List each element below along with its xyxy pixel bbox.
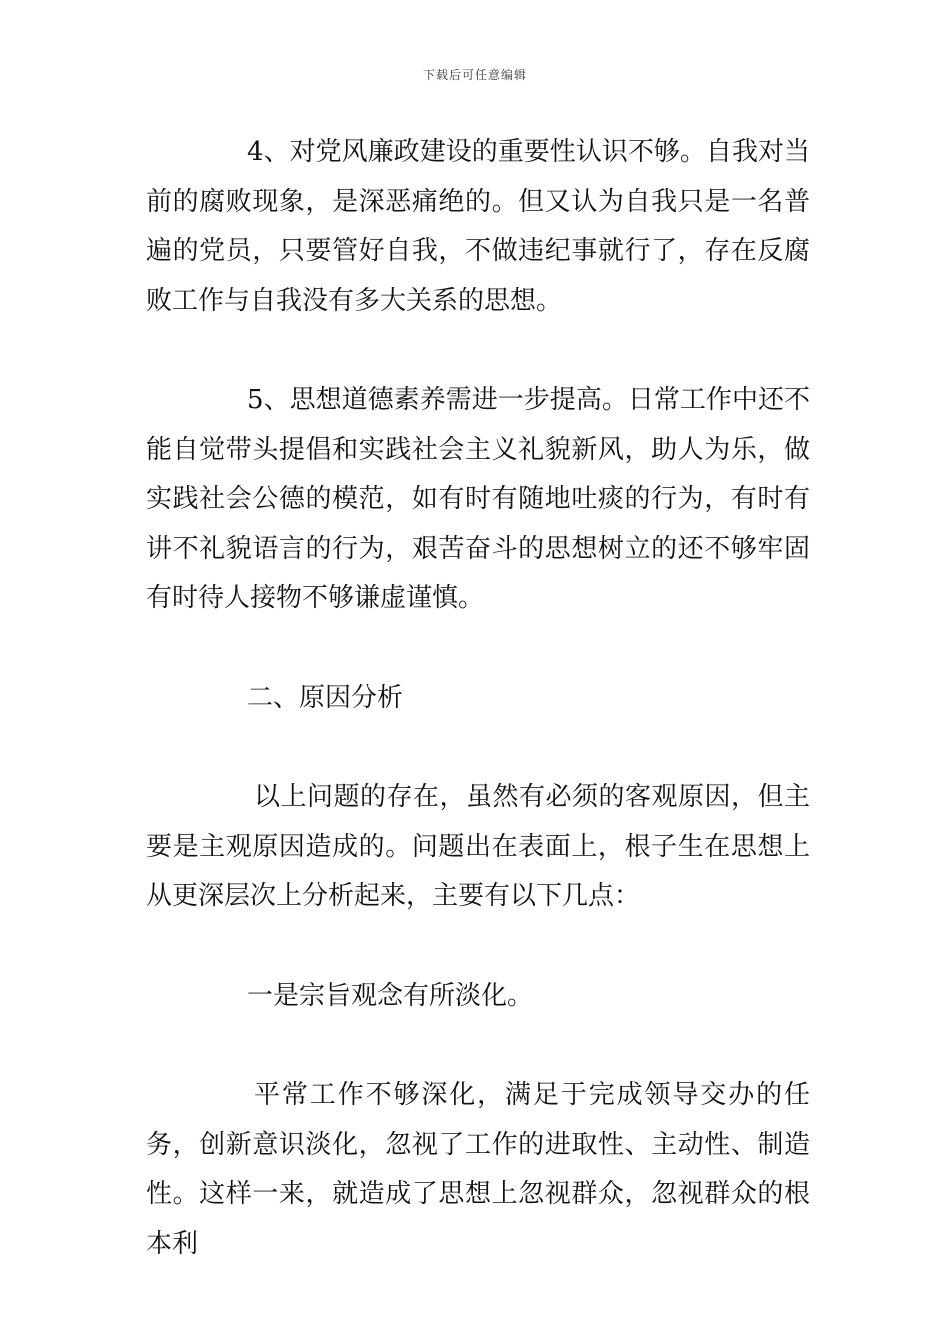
paragraph-gap bbox=[146, 922, 810, 972]
paragraph-point-one: 一是宗旨观念有所淡化。 bbox=[247, 980, 534, 1011]
header-note: 下载后可任意编辑 bbox=[422, 68, 527, 82]
paragraph-gap bbox=[146, 1021, 810, 1071]
paragraph-item-5: 5、思想道德素养需进一步提高。日常工作中还不能自觉带头提倡和实践社会主义礼貌新风，助人为乐，做实践社会公德的模范，如有时有随地吐痰的行为，有时有讲不礼貌语言的行为，艰苦奋斗的思想树立的还不够牢固有时待人接物不够谦虚谨慎。 bbox=[146, 385, 810, 613]
paragraph-gap bbox=[146, 326, 810, 376]
section-heading-cause-analysis: 二、原因分析 bbox=[247, 682, 404, 713]
paragraph-gap bbox=[146, 723, 810, 773]
paragraph-cause-intro: 以上问题的存在，虽然有必须的客观原因，但主要是主观原因造成的。问题出在表面上，根子生在思想上从更深层次上分析起来，主要有以下几点： bbox=[146, 782, 810, 911]
paragraph-gap bbox=[146, 624, 810, 674]
paragraph-point-one-detail: 平常工作不够深化，满足于完成领导交办的任务，创新意识淡化，忽视了工作的进取性、主动性、制造性。这样一来，就造成了思想上忽视群众，忽视群众的根本利 bbox=[146, 1080, 810, 1259]
document-body bbox=[146, 128, 810, 1269]
paragraph-item-4: 4、对党风廉政建设的重要性认识不够。自我对当前的腐败现象，是深恶痛绝的。但又认为自我只是一名普遍的党员，只要管好自我，不做违纪事就行了，存在反腐败工作与自我没有多大关系的思想。 bbox=[146, 137, 810, 316]
